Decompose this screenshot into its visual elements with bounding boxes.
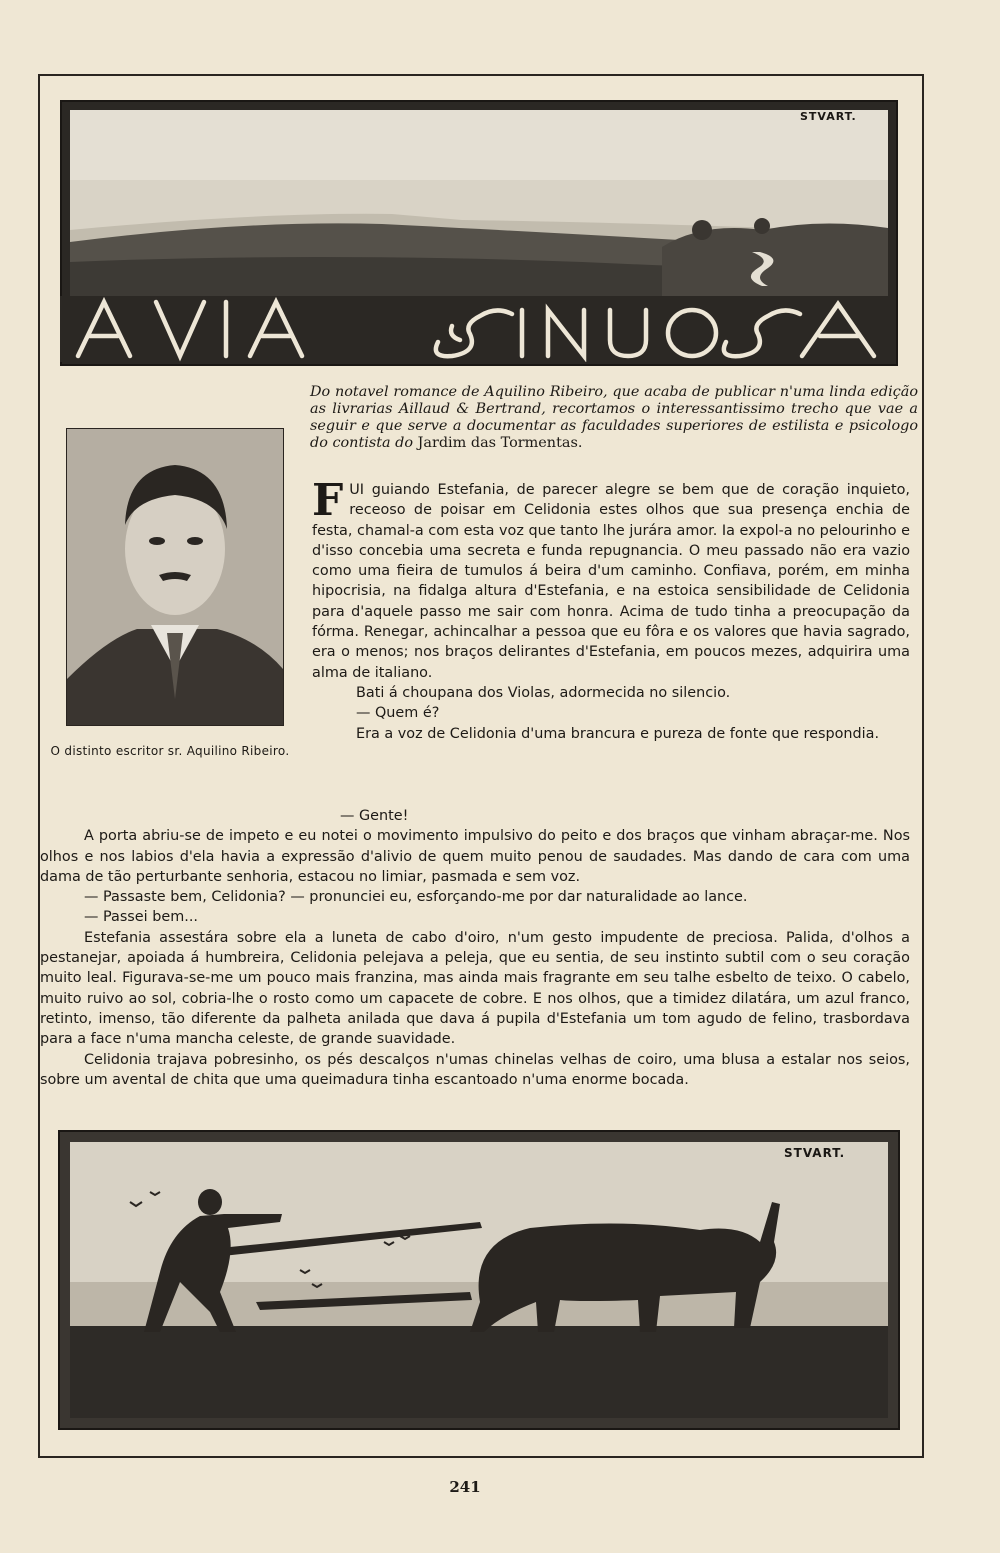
intro-book-title: Jardim das Tormentas. (417, 435, 583, 451)
paragraph-9: Estefania assestára sobre ela a luneta de cabo d'oiro, n'um gesto impudente de preciosa. Palida, d'olhos a pestanejar, apoiada á humbreira, Celidonia pelejava a peleja, que eu sentia, de seu instinto subtil com o seu coração muito leal. Figurava-se-me um pouco mais franzina, mas ainda mais fragrante em seu talhe esbelto de teixo. O cabelo, muito ruivo ao sol, cobria-lhe o rosto como um capacete de cobre. E nos olhos, que a timidez dilatára, um azul franco, retinto, imenso, tão diferente da palheta anilada que dava á pupila d'Estefania um tom agudo de felino, trasbordava para a face n'uma mancha celeste, de grande suavidade. (40, 929, 910, 1048)
paragraph-3: — Quem é? (356, 705, 440, 722)
author-portrait (66, 428, 284, 726)
paragraph-7: — Passaste bem, Celidonia? — pronunciei eu, esforçando-me por dar naturalidade ao lance. (84, 889, 748, 906)
page-number: 241 (449, 1478, 481, 1496)
title-lettering (60, 296, 894, 362)
article-body-column (312, 475, 910, 744)
article-body-full (40, 806, 910, 1090)
intro-paragraph (310, 384, 918, 452)
ploughing-illustration (58, 1130, 900, 1430)
artist-signature-top: STVART. (800, 110, 857, 123)
portrait-caption: O distinto escritor sr. Aquilino Ribeiro. (50, 744, 290, 758)
paragraph-4: Era a voz de Celidonia d'uma brancura e pureza de fonte que respondia. (356, 725, 880, 742)
paragraph-5: — Gente! (340, 808, 409, 824)
paragraph-8: — Passei bem... (84, 909, 198, 926)
artist-signature-bottom: STVART. (784, 1146, 846, 1160)
paragraph-10: Celidonia trajava pobresinho, os pés descalços n'umas chinelas velhas de coiro, uma blusa a estalar nos seios, sobre um avental de chita que uma queimadura tinha escantoado n'uma enorme bocada. (40, 1051, 910, 1088)
paragraph-6: A porta abriu-se de impeto e eu notei o movimento impulsivo do peito e dos braços que vinham abraçar-me. Nos olhos e nos labios d'ela havia a expressão d'alivio de quem muito penou de saudades. Mas dando de cara com uma dama de tão perturbante senhoria, estacou no limiar, pasmada e sem voz. (40, 828, 910, 885)
drop-cap: F (312, 475, 344, 526)
intro-text: Do notavel romance de Aquilino Ribeiro, que acaba de publicar n'uma linda edição as livrarias Aillaud & Bertrand, recortamos o interessantissimo trecho que vae a seguir e que serve a documentar as faculdades superiores de estilista e psicologo do contista do (310, 384, 918, 451)
paragraph-2: Bati á choupana dos Violas, adormecida no silencio. (356, 684, 731, 701)
paragraph-1: UI guiando Estefania, de parecer alegre se bem que de coração inquieto, receoso de poisar em Celidonia estes olhos que sua presença enchia de festa, chamal-a com esta voz que tanto lhe jurára amor. Ia expol-a no pelourinho e d'isso concebia uma secreta e funda repugnancia. O meu passado não era vazio como uma fieira de tumulos á beira d'um caminho. Confiava, porém, em minha hipocrisia, na fidalga altura d'Estefania, e na estoica sensibilidade de Celidonia para d'aquele passo me sair com honra. Acima de tudo tinha a preocupação da fórma. Renegar, achincalhar a pessoa que eu fôra e os valores que havia sagrado, era o menos; nos braços delirantes d'Estefania, em poucos mezes, adquirira uma alma de italiano. (312, 482, 910, 681)
